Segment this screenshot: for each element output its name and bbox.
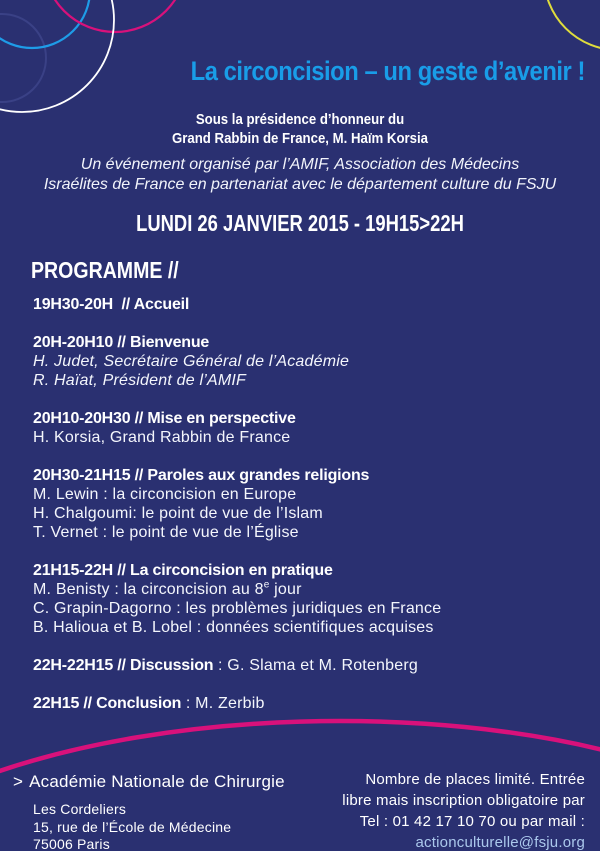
honor-line-1: Sous la présidence d’honneur du [195, 111, 405, 128]
session-title: 20H-20H10 // Bienvenue [33, 334, 210, 351]
session-circoncision-pratique [33, 561, 588, 637]
address-line: 75006 Paris [33, 836, 110, 851]
registration-line: Nombre de places limité. Entrée [365, 771, 585, 788]
session-title: 19H30-20H // Accueil [33, 296, 190, 313]
session-speaker: H. Korsia, Grand Rabbin de France [33, 429, 291, 446]
session-accueil [33, 295, 588, 314]
address-line: Les Cordeliers [33, 801, 127, 817]
honor-line-2: Grand Rabbin de France, M. Haïm Korsia [172, 130, 428, 147]
session-title: 20H10-20H30 // Mise en perspective [33, 410, 296, 427]
session-bienvenue [33, 333, 588, 390]
session-speaker: H. Judet, Secrétaire Général de l’Académie [33, 353, 350, 370]
session-speaker: : M. Zerbib [181, 695, 265, 712]
organizer-line-1: Un événement organisé par l’AMIF, Association des Médecins [80, 156, 520, 173]
venue-name: Académie Nationale de Chirurgie [29, 772, 285, 791]
session-speaker [33, 580, 588, 599]
session-time-label: 22H15 // Conclusion [33, 695, 182, 712]
organizer-line-2: Israélites de France en partenariat avec le département culture du FSJU [43, 176, 557, 193]
session-speaker: C. Grapin-Dagorno : les problèmes juridiques en France [33, 600, 442, 617]
session-speaker: T. Vernet : le point de vue de l’Église [33, 524, 299, 541]
registration-line: Tel : 01 42 17 10 70 ou par mail : [359, 813, 585, 830]
pink-curve [0, 721, 600, 775]
decorative-circle-cyan [0, 0, 90, 48]
session-title [33, 656, 588, 675]
address-line: 15, rue de l’École de Médecine [33, 818, 232, 835]
session-discussion [33, 656, 588, 675]
programme-heading: PROGRAMME // [31, 257, 179, 283]
event-date: LUNDI 26 JANVIER 2015 - 19H15>22H [136, 210, 464, 236]
superscript-e: e [263, 579, 270, 591]
poster-title: La circoncision – un geste d’avenir ! [190, 56, 585, 86]
honor-presidence-text [36, 110, 564, 148]
session-title: 21H15-22H // La circoncision en pratique [33, 562, 333, 579]
registration-info [342, 769, 585, 851]
email-link[interactable]: actionculturelle@fsju.org [415, 834, 585, 851]
venue-name-line [13, 772, 285, 792]
speaker-text: M. Benisty : la circoncision au 8 [33, 581, 264, 598]
session-speaker: M. Lewin : la circoncision en Europe [33, 486, 297, 503]
chevron-right-icon: > [13, 772, 24, 791]
organizer-text [0, 155, 600, 195]
session-paroles-religions [33, 466, 588, 542]
program-list [33, 295, 588, 732]
session-time-label: 22H-22H15 // Discussion [33, 657, 214, 674]
venue-address [33, 801, 285, 851]
session-speaker: B. Halioua et B. Lobel : données scientifiques acquises [33, 619, 434, 636]
speaker-text: jour [269, 581, 302, 598]
session-mise-en-perspective [33, 409, 588, 447]
venue-info [13, 772, 285, 851]
decorative-circle-pink [43, 0, 187, 32]
session-speaker: : G. Slama et M. Rotenberg [213, 657, 418, 674]
registration-line: libre mais inscription obligatoire par [342, 792, 585, 809]
session-speaker: H. Chalgoumi: le point de vue de l’Islam [33, 505, 323, 522]
decorative-circle-navy [0, 14, 46, 102]
decorative-circle-yellow [544, 0, 600, 50]
session-speaker: R. Haïat, Président de l’AMIF [33, 372, 246, 389]
session-title: 20H30-21H15 // Paroles aux grandes religions [33, 467, 370, 484]
